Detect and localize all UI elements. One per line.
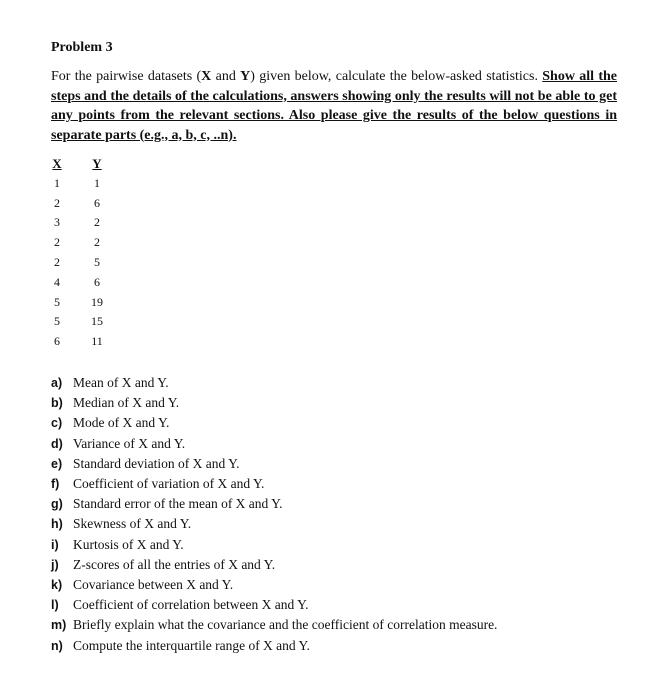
question-label: d) xyxy=(51,436,63,451)
intro-text-part1: For the pairwise datasets ( xyxy=(51,69,202,84)
cell-y: 19 xyxy=(91,294,103,309)
question-item xyxy=(51,393,497,413)
cell-y: 2 xyxy=(94,235,100,250)
cell-x: 4 xyxy=(54,274,60,289)
cell-y: 5 xyxy=(94,254,100,269)
cell-y: 11 xyxy=(91,334,103,349)
question-text: Standard deviation of X and Y. xyxy=(73,455,240,471)
question-text: Briefly explain what the covariance and the coefficient of correlation measure. xyxy=(73,617,498,633)
cell-y: 15 xyxy=(91,314,103,329)
question-label: c) xyxy=(51,416,63,431)
cell-y: 2 xyxy=(94,215,100,230)
question-text: Mode of X and Y. xyxy=(73,415,170,431)
question-item xyxy=(51,575,497,595)
problem-instructions xyxy=(51,67,617,145)
intro-emphasis: Show all the steps and the details of the calculations, answers showing only the results will not be able to get any points from the relevant sections. Also please give the results of the below questions in separate parts (e.g., a, b, c, ..n). xyxy=(51,69,617,143)
header-y: Y xyxy=(92,156,102,171)
question-item xyxy=(51,434,497,454)
question-item xyxy=(51,615,497,635)
question-text: Median of X and Y. xyxy=(73,395,180,411)
question-text: Standard error of the mean of X and Y. xyxy=(73,496,283,512)
question-item xyxy=(51,494,497,514)
question-item xyxy=(51,636,497,656)
cell-y: 6 xyxy=(94,195,100,210)
question-label: n) xyxy=(51,638,63,653)
intro-y-label: Y xyxy=(240,69,251,84)
question-text: Compute the interquartile range of X and Y. xyxy=(73,637,310,653)
question-item xyxy=(51,595,497,615)
cell-x: 2 xyxy=(54,235,60,250)
question-item xyxy=(51,514,497,534)
question-label: f) xyxy=(51,477,60,492)
question-text: Variance of X and Y. xyxy=(73,435,186,451)
problem-title: Problem 3 xyxy=(51,40,113,55)
question-text: Covariance between X and Y. xyxy=(73,577,234,593)
intro-x-label: X xyxy=(201,69,212,84)
question-label: k) xyxy=(51,578,63,593)
question-label: a) xyxy=(51,376,63,390)
intro-and: and xyxy=(211,69,241,84)
cell-x: 2 xyxy=(54,254,60,269)
cell-x: 3 xyxy=(54,215,60,230)
question-item xyxy=(51,454,497,474)
cell-x: 1 xyxy=(54,175,60,190)
cell-y: 6 xyxy=(94,274,100,289)
intro-text-part2: ) given below, calculate the below-asked statistics. xyxy=(250,69,543,84)
question-item xyxy=(51,555,497,575)
question-item xyxy=(51,373,497,393)
question-item xyxy=(51,413,497,433)
question-item xyxy=(51,535,497,555)
question-text: Kurtosis of X and Y. xyxy=(73,536,184,552)
cell-x: 5 xyxy=(54,314,60,329)
question-label: h) xyxy=(51,517,63,532)
cell-x: 6 xyxy=(54,334,60,349)
question-label: g) xyxy=(51,497,63,512)
question-text: Mean of X and Y. xyxy=(73,375,169,390)
question-label: b) xyxy=(51,396,63,411)
question-list xyxy=(51,373,497,656)
cell-y: 1 xyxy=(94,175,100,190)
question-text: Coefficient of variation of X and Y. xyxy=(73,476,265,492)
question-label: l) xyxy=(51,598,59,613)
question-label: j) xyxy=(51,557,59,572)
question-label: m) xyxy=(51,618,67,633)
question-text: Z-scores of all the entries of X and Y. xyxy=(73,556,276,572)
question-label: i) xyxy=(51,537,59,552)
cell-x: 2 xyxy=(54,195,60,210)
question-item xyxy=(51,474,497,494)
question-label: e) xyxy=(51,456,63,471)
header-x: X xyxy=(52,156,62,171)
question-text: Skewness of X and Y. xyxy=(73,516,192,532)
cell-x: 5 xyxy=(54,294,60,309)
question-text: Coefficient of correlation between X and Y. xyxy=(73,597,309,613)
